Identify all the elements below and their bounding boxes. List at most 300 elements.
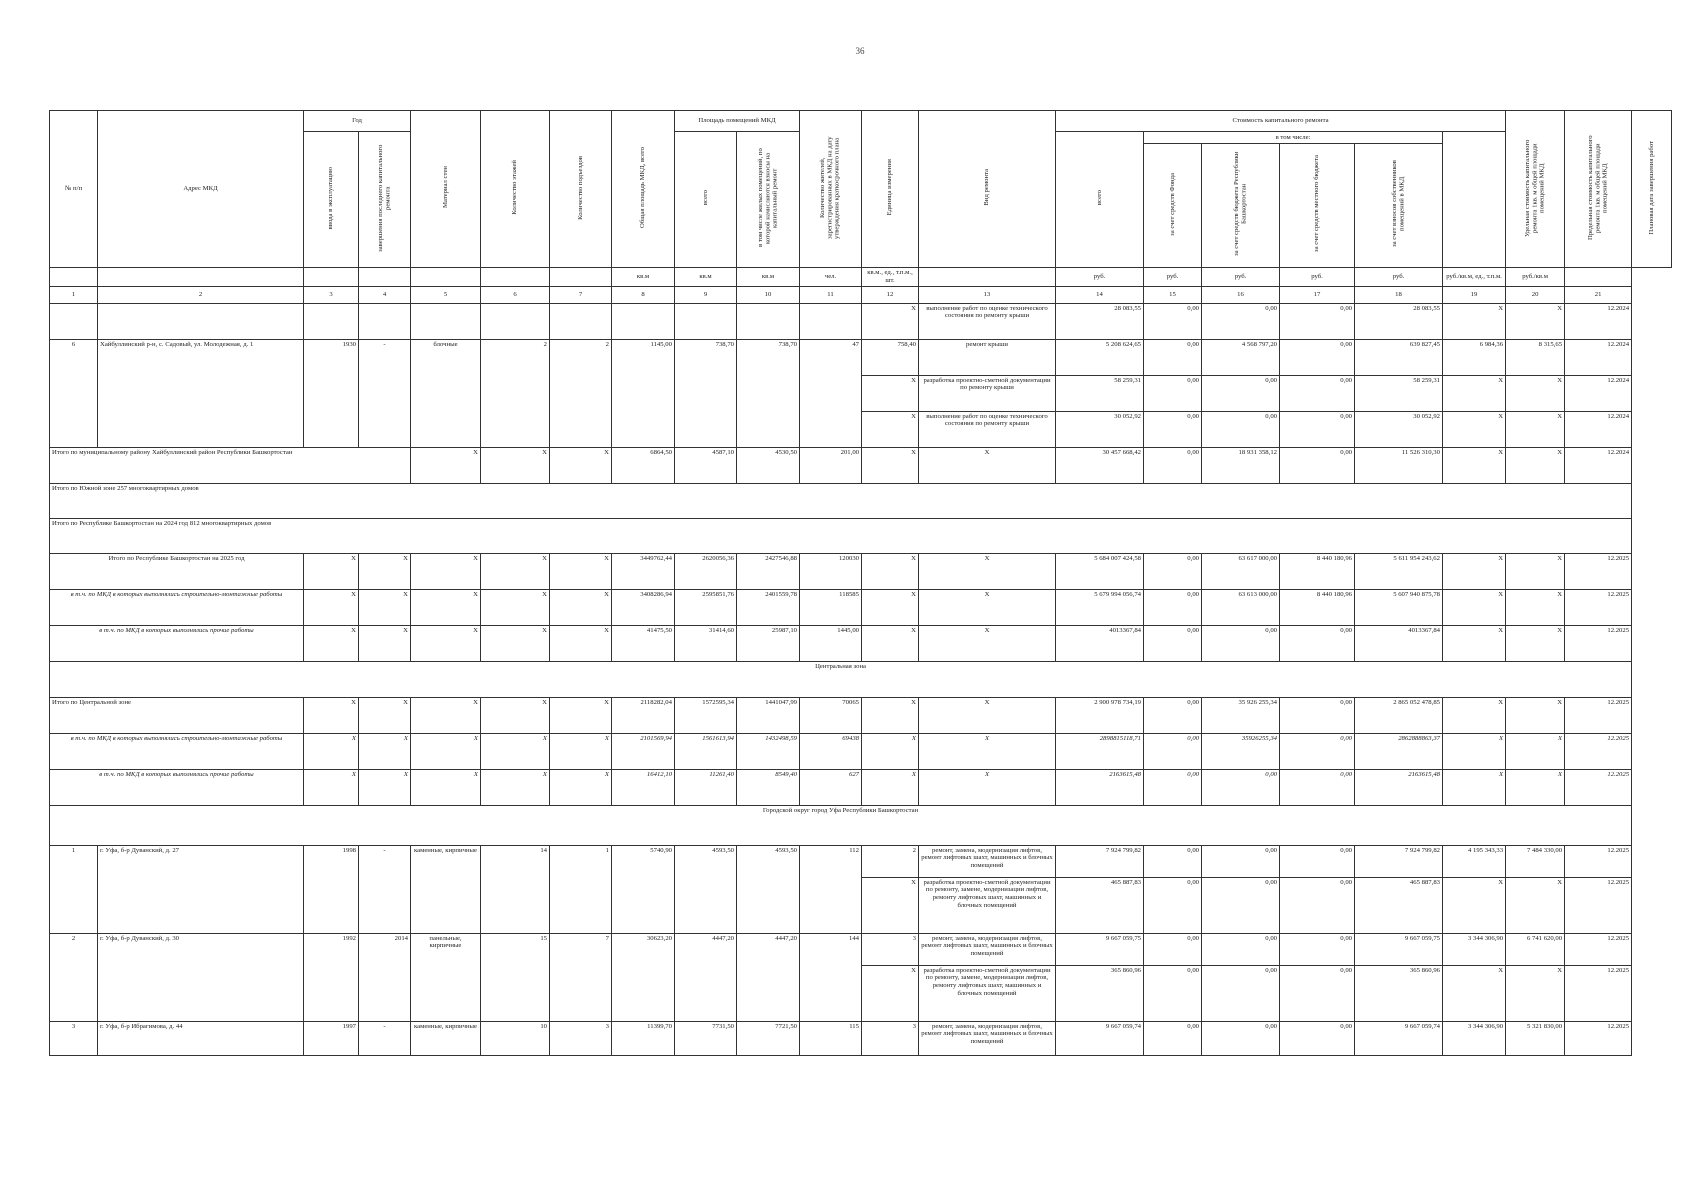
unit-cell: X [862, 375, 919, 411]
local-budget-cell: 0,00 [1280, 965, 1355, 1021]
unit-cost-cell: X [1443, 411, 1506, 447]
work-type-cell: разработка проектно-сметной документации по ремонту крыши [919, 375, 1056, 411]
floors-cell [481, 303, 550, 339]
header-rb-budget: за счет средств бюджета Республики Башкортостан [1202, 144, 1280, 268]
material-cell [411, 303, 481, 339]
material-cell: каменные, кирпичные [411, 1021, 481, 1055]
entrances-cell: X [550, 553, 612, 589]
date-cell: 12.2025 [1565, 1021, 1632, 1055]
unit-cell [411, 267, 481, 286]
central-zone-title: Центральная зона [50, 661, 1632, 697]
material-cell: панельные, кирпичные [411, 933, 481, 1021]
limit-cost-cell: X [1506, 303, 1565, 339]
unit-cell: X [862, 733, 919, 769]
rb-2024-total-row [50, 518, 1672, 553]
fund-cell: 0,00 [1144, 625, 1202, 661]
unit-cell: руб. [1056, 267, 1144, 286]
year-cell [304, 303, 359, 339]
header-planned-date: Плановая дата завершения работ [1632, 111, 1672, 268]
entrances-cell: X [550, 733, 612, 769]
summary-row [50, 625, 1672, 661]
unit-cell: 758,40 [862, 339, 919, 375]
entrances-cell: 1 [550, 845, 612, 933]
area-cell: 2101569,94 [612, 733, 675, 769]
header-total-area: Общая площадь МКД, всего [612, 111, 675, 268]
table-body [50, 303, 1672, 1055]
local-budget-cell: 0,00 [1280, 375, 1355, 411]
cost-total-cell: 2898815118,71 [1056, 733, 1144, 769]
col-number: 19 [1443, 286, 1506, 303]
col-number: 21 [1565, 286, 1632, 303]
premises-total-cell: 31414,60 [675, 625, 737, 661]
header-floors: Количество этажей [481, 111, 550, 268]
floors-cell: X [481, 589, 550, 625]
header-limit-cost: Предельная стоимость капитального ремонта 1кв. м общей площади помещений МКД [1565, 111, 1632, 268]
unit-cost-cell: X [1443, 303, 1506, 339]
cost-total-cell: 2 900 978 734,19 [1056, 697, 1144, 733]
capital-repair-table-wrapper [49, 110, 1672, 1056]
local-budget-cell: 0,00 [1280, 1021, 1355, 1055]
summary-label: в т.ч. по МКД в которых выполнялись прочие работы [50, 625, 304, 661]
area-cell: 30623,20 [612, 933, 675, 1021]
owners-cell: 5 611 954 243,62 [1355, 553, 1443, 589]
table-row [50, 339, 1672, 375]
col-number: 20 [1506, 286, 1565, 303]
work-type-cell: разработка проектно-сметной документации по ремонту, замене, модернизации лифтов, ремонту лифтовых шахт, машинных и блочных помещений [919, 965, 1056, 1021]
floors-cell: 14 [481, 845, 550, 933]
area-cell: 11399,70 [612, 1021, 675, 1055]
header-including: в том числе: [1144, 132, 1443, 144]
col-number: 9 [675, 286, 737, 303]
entrances-cell [550, 303, 612, 339]
col-number: 8 [612, 286, 675, 303]
year-cell: X [304, 697, 359, 733]
unit-cell: кв.м., ед., т.п.м., шт. [862, 267, 919, 286]
owners-cell: 2 865 052 478,85 [1355, 697, 1443, 733]
area-cell: 5740,90 [612, 845, 675, 933]
unit-cost-cell: X [1443, 375, 1506, 411]
owners-cell: 30 052,92 [1355, 411, 1443, 447]
rb-budget-cell: 63 613 000,00 [1202, 589, 1280, 625]
unit-cost-cell: X [1443, 447, 1506, 483]
unit-cell: X [862, 411, 919, 447]
header-year-commissioning: ввода в эксплуатацию [304, 132, 359, 268]
unit-cell: руб. [1280, 267, 1355, 286]
owners-cell: 2163615,48 [1355, 769, 1443, 805]
unit-cost-cell: X [1443, 769, 1506, 805]
summary-row [50, 697, 1672, 733]
entrances-cell: X [550, 625, 612, 661]
cost-total-cell: 7 924 799,82 [1056, 845, 1144, 877]
header-unit: Единица измерения [862, 111, 919, 268]
fund-cell: 0,00 [1144, 303, 1202, 339]
date-cell: 12.2025 [1565, 933, 1632, 965]
floors-cell: X [481, 625, 550, 661]
header-premises-living: в том числе жилых помещений, по которой начисляются взносы на капитальный ремонт [737, 132, 800, 268]
address-cell: г. Уфа, б-р Дуванский, д. 27 [98, 845, 304, 933]
unit-cost-cell: X [1443, 625, 1506, 661]
entrances-cell: 2 [550, 339, 612, 447]
limit-cost-cell: X [1506, 965, 1565, 1021]
unit-cell [304, 267, 359, 286]
fund-cell: 0,00 [1144, 589, 1202, 625]
header-premises-total: всего [675, 132, 737, 268]
date-cell: 12.2024 [1565, 375, 1632, 411]
table-row [50, 933, 1672, 965]
work-type-cell: X [919, 589, 1056, 625]
fund-cell: 0,00 [1144, 877, 1202, 933]
col-number: 2 [98, 286, 304, 303]
city-header-row [50, 805, 1672, 845]
date-cell: 12.2024 [1565, 447, 1632, 483]
unit-cost-cell: 4 195 343,33 [1443, 845, 1506, 877]
premises-total-cell: 4593,50 [675, 845, 737, 933]
no-cell: 1 [50, 845, 98, 933]
year-cell [359, 303, 411, 339]
limit-cost-cell: X [1506, 697, 1565, 733]
address-cell: г. Уфа, б-р Ибрагимова, д. 44 [98, 1021, 304, 1055]
premises-living-cell: 4593,50 [737, 845, 800, 933]
rb-budget-cell: 18 931 358,12 [1202, 447, 1280, 483]
rb-budget-cell: 0,00 [1202, 1021, 1280, 1055]
residents-cell: 627 [800, 769, 862, 805]
fund-cell: 0,00 [1144, 965, 1202, 1021]
unit-cell [481, 267, 550, 286]
col-number: 18 [1355, 286, 1443, 303]
owners-cell: 58 259,31 [1355, 375, 1443, 411]
year-cell: X [359, 733, 411, 769]
entrances-cell: X [550, 589, 612, 625]
year-cell: - [359, 339, 411, 447]
cost-total-cell: 5 208 624,65 [1056, 339, 1144, 375]
date-cell: 12.2024 [1565, 339, 1632, 375]
header-entrances: Количество подъездов [550, 111, 612, 268]
no-cell: 2 [50, 933, 98, 1021]
area-cell: 16412,10 [612, 769, 675, 805]
unit-cell: X [862, 965, 919, 1021]
year-cell: 1998 [304, 845, 359, 933]
date-cell: 12.2025 [1565, 589, 1632, 625]
fund-cell: 0,00 [1144, 411, 1202, 447]
material-cell: X [411, 625, 481, 661]
work-type-cell: ремонт крыши [919, 339, 1056, 375]
cost-total-cell: 5 679 994 056,74 [1056, 589, 1144, 625]
header-year-last-repair: завершения последнего капитального ремонта [359, 132, 411, 268]
district-total-row [50, 447, 1672, 483]
col-number: 15 [1144, 286, 1202, 303]
unit-cost-cell: X [1443, 733, 1506, 769]
floors-cell: X [481, 769, 550, 805]
material-cell: X [411, 589, 481, 625]
col-number: 5 [411, 286, 481, 303]
cost-total-cell: 30 457 668,42 [1056, 447, 1144, 483]
summary-row [50, 589, 1672, 625]
material-cell: каменные, кирпичные [411, 845, 481, 933]
col-number: 17 [1280, 286, 1355, 303]
header-unit-cost: Удельная стоимость капитального ремонта 1кв. м общей площади помещений МКД [1506, 111, 1565, 268]
rb-budget-cell: 0,00 [1202, 303, 1280, 339]
residents-cell: 201,00 [800, 447, 862, 483]
residents-cell [800, 303, 862, 339]
limit-cost-cell: X [1506, 447, 1565, 483]
area-cell: 3408286,94 [612, 589, 675, 625]
local-budget-cell: 0,00 [1280, 933, 1355, 965]
header-wall-material: Материал стен [411, 111, 481, 268]
year-cell: 1930 [304, 339, 359, 447]
address-cell [98, 303, 304, 339]
date-cell: 12.2025 [1565, 553, 1632, 589]
owners-cell: 2862888863,37 [1355, 733, 1443, 769]
rb-budget-cell: 4 568 797,20 [1202, 339, 1280, 375]
residents-cell: 118585 [800, 589, 862, 625]
rb-budget-cell: 0,00 [1202, 625, 1280, 661]
premises-living-cell [737, 303, 800, 339]
unit-cell: X [862, 303, 919, 339]
year-cell: X [304, 553, 359, 589]
owners-cell: 4013367,84 [1355, 625, 1443, 661]
fund-cell: 0,00 [1144, 447, 1202, 483]
header-local-budget: за счет средств местного бюджета [1280, 144, 1355, 268]
unit-cell: руб./кв.м [1506, 267, 1565, 286]
owners-cell: 465 887,83 [1355, 877, 1443, 933]
col-number: 16 [1202, 286, 1280, 303]
work-type-cell: ремонт, замена, модернизация лифтов, ремонт лифтовых шахт, машинных и блочных помещений [919, 845, 1056, 877]
col-number: 13 [919, 286, 1056, 303]
no-cell [50, 303, 98, 339]
cost-total-cell: 465 887,83 [1056, 877, 1144, 933]
year-cell: X [359, 625, 411, 661]
limit-cost-cell: 5 321 830,00 [1506, 1021, 1565, 1055]
cost-total-cell: 9 667 059,74 [1056, 1021, 1144, 1055]
table-header [50, 111, 1672, 304]
owners-cell: 11 526 310,30 [1355, 447, 1443, 483]
fund-cell: 0,00 [1144, 339, 1202, 375]
rb-budget-cell: 0,00 [1202, 769, 1280, 805]
unit-cost-cell: 3 344 306,90 [1443, 933, 1506, 965]
premises-living-cell: 1441047,99 [737, 697, 800, 733]
rb-2024-total: Итого по Республике Башкортостан на 2024 год 812 многоквартирных домов [50, 518, 1632, 553]
table-row [50, 1021, 1672, 1055]
fund-cell: 0,00 [1144, 1021, 1202, 1055]
limit-cost-cell: 8 315,65 [1506, 339, 1565, 375]
floors-cell: X [481, 553, 550, 589]
premises-total-cell: 4587,10 [675, 447, 737, 483]
limit-cost-cell: X [1506, 733, 1565, 769]
premises-total-cell: 7731,50 [675, 1021, 737, 1055]
year-cell: - [359, 1021, 411, 1055]
premises-total-cell: 2595851,76 [675, 589, 737, 625]
premises-total-cell: 1572595,34 [675, 697, 737, 733]
unit-cell: кв.м [737, 267, 800, 286]
premises-living-cell: 25987,10 [737, 625, 800, 661]
zone-header-row [50, 661, 1672, 697]
header-residents: Количество жителей, зарегистрированных в МКД на дату утверждения краткосрочного плана [800, 111, 862, 268]
fund-cell: 0,00 [1144, 769, 1202, 805]
premises-living-cell: 7721,50 [737, 1021, 800, 1055]
area-cell [612, 303, 675, 339]
unit-cell [550, 267, 612, 286]
entrances-cell: X [550, 447, 612, 483]
unit-cell: X [862, 447, 919, 483]
date-cell: 12.2024 [1565, 303, 1632, 339]
work-type-cell: X [919, 697, 1056, 733]
entrances-cell: 7 [550, 933, 612, 1021]
material-cell: X [411, 733, 481, 769]
work-type-cell: разработка проектно-сметной документации по ремонту, замене, модернизации лифтов, ремонту лифтовых шахт, машинных и блочных помещений [919, 877, 1056, 933]
rb-budget-cell: 63 617 000,00 [1202, 553, 1280, 589]
south-zone-total: Итого по Южной зоне 257 многоквартирных домов [50, 483, 1632, 518]
header-no: № п/п [50, 111, 98, 268]
total-label: Итого по муниципальному району Хайбуллинский район Республики Башкортостан [50, 447, 411, 483]
local-budget-cell: 0,00 [1280, 877, 1355, 933]
rb-budget-cell: 0,00 [1202, 877, 1280, 933]
work-type-cell: X [919, 447, 1056, 483]
area-cell: 1145,00 [612, 339, 675, 447]
year-cell: X [304, 625, 359, 661]
unit-cell: руб. [1202, 267, 1280, 286]
local-budget-cell: 0,00 [1280, 733, 1355, 769]
fund-cell: 0,00 [1144, 375, 1202, 411]
fund-cell: 0,00 [1144, 697, 1202, 733]
premises-living-cell: 2401559,78 [737, 589, 800, 625]
limit-cost-cell: X [1506, 375, 1565, 411]
unit-cost-cell: X [1443, 877, 1506, 933]
floors-cell: 2 [481, 339, 550, 447]
limit-cost-cell: X [1506, 625, 1565, 661]
owners-cell: 365 860,96 [1355, 965, 1443, 1021]
local-budget-cell: 0,00 [1280, 447, 1355, 483]
premises-living-cell: 2427546,88 [737, 553, 800, 589]
unit-cell: 2 [862, 845, 919, 877]
unit-cell: чел. [800, 267, 862, 286]
unit-cell: X [862, 769, 919, 805]
residents-cell: 115 [800, 1021, 862, 1055]
premises-living-cell: 4447,20 [737, 933, 800, 1021]
material-cell: X [411, 697, 481, 733]
unit-cost-cell: X [1443, 589, 1506, 625]
premises-living-cell: 1432498,59 [737, 733, 800, 769]
residents-cell: 144 [800, 933, 862, 1021]
area-cell: 41475,50 [612, 625, 675, 661]
summary-label: Итого по Республике Башкортостан на 2025 год [50, 553, 304, 589]
capital-repair-table [49, 110, 1672, 1056]
date-cell: 12.2024 [1565, 411, 1632, 447]
premises-total-cell: 738,70 [675, 339, 737, 447]
year-cell: 2014 [359, 933, 411, 1021]
cost-total-cell: 58 259,31 [1056, 375, 1144, 411]
residents-cell: 47 [800, 339, 862, 447]
area-cell: 2118282,04 [612, 697, 675, 733]
material-cell: X [411, 447, 481, 483]
unit-cell: руб./кв.м, ед., т.п.м. [1443, 267, 1506, 286]
premises-living-cell: 738,70 [737, 339, 800, 447]
unit-cell: кв.м [612, 267, 675, 286]
rb-budget-cell: 0,00 [1202, 933, 1280, 965]
residents-cell: 70065 [800, 697, 862, 733]
unit-cell: 3 [862, 1021, 919, 1055]
date-cell: 12.2025 [1565, 733, 1632, 769]
summary-label: в т.ч. по МКД в которых выполнялись строительно-монтажные работы [50, 733, 304, 769]
local-budget-cell: 0,00 [1280, 625, 1355, 661]
premises-living-cell: 8549,40 [737, 769, 800, 805]
material-cell: X [411, 553, 481, 589]
floors-cell: 15 [481, 933, 550, 1021]
local-budget-cell: 8 440 180,96 [1280, 589, 1355, 625]
entrances-cell: 3 [550, 1021, 612, 1055]
owners-cell: 639 827,45 [1355, 339, 1443, 375]
column-numbers-row [50, 286, 1672, 303]
local-budget-cell: 8 440 180,96 [1280, 553, 1355, 589]
year-cell: X [304, 769, 359, 805]
header-fund: за счет средств Фонда [1144, 144, 1202, 268]
fund-cell: 0,00 [1144, 733, 1202, 769]
summary-label: в т.ч. по МКД в которых выполнялись прочие работы [50, 769, 304, 805]
rb-budget-cell: 0,00 [1202, 845, 1280, 877]
premises-total-cell: 2620056,36 [675, 553, 737, 589]
col-number: 1 [50, 286, 98, 303]
year-cell: - [359, 845, 411, 933]
date-cell: 12.2025 [1565, 845, 1632, 877]
work-type-cell: ремонт, замена, модернизация лифтов, ремонт лифтовых шахт, машинных и блочных помещений [919, 1021, 1056, 1055]
local-budget-cell: 0,00 [1280, 769, 1355, 805]
entrances-cell: X [550, 697, 612, 733]
rb-budget-cell: 35926255,34 [1202, 733, 1280, 769]
date-cell: 12.2025 [1565, 877, 1632, 933]
unit-cell: руб. [1355, 267, 1443, 286]
owners-cell: 9 667 059,75 [1355, 933, 1443, 965]
col-number: 11 [800, 286, 862, 303]
year-cell: X [304, 589, 359, 625]
rb-budget-cell: 0,00 [1202, 375, 1280, 411]
owners-cell: 5 607 940 875,78 [1355, 589, 1443, 625]
residents-cell: 112 [800, 845, 862, 933]
owners-cell: 7 924 799,82 [1355, 845, 1443, 877]
limit-cost-cell: X [1506, 769, 1565, 805]
material-cell: блочные [411, 339, 481, 447]
rb-budget-cell: 0,00 [1202, 965, 1280, 1021]
cost-total-cell: 28 083,55 [1056, 303, 1144, 339]
units-row [50, 267, 1672, 286]
work-type-cell: X [919, 769, 1056, 805]
cost-total-cell: 30 052,92 [1056, 411, 1144, 447]
year-cell: X [359, 553, 411, 589]
work-type-cell: X [919, 733, 1056, 769]
summary-row [50, 769, 1672, 805]
area-cell: 6864,50 [612, 447, 675, 483]
fund-cell: 0,00 [1144, 845, 1202, 877]
area-cell: 3449762,44 [612, 553, 675, 589]
col-number: 7 [550, 286, 612, 303]
date-cell: 12.2025 [1565, 965, 1632, 1021]
cost-total-cell: 4013367,84 [1056, 625, 1144, 661]
unit-cell: руб. [1144, 267, 1202, 286]
cost-total-cell: 9 667 059,75 [1056, 933, 1144, 965]
date-cell: 12.2025 [1565, 625, 1632, 661]
year-cell: X [359, 697, 411, 733]
unit-cell: X [862, 877, 919, 933]
work-type-cell: X [919, 625, 1056, 661]
unit-cell: 3 [862, 933, 919, 965]
unit-cost-cell: X [1443, 553, 1506, 589]
address-cell: Хайбуллинский р-н, с. Садовый, ул. Молодежная, д. 1 [98, 339, 304, 447]
col-number: 6 [481, 286, 550, 303]
unit-cell [50, 267, 98, 286]
floors-cell: 10 [481, 1021, 550, 1055]
unit-cost-cell: 3 344 306,90 [1443, 1021, 1506, 1055]
cost-total-cell: 5 684 007 424,58 [1056, 553, 1144, 589]
floors-cell: X [481, 447, 550, 483]
date-cell: 12.2025 [1565, 769, 1632, 805]
